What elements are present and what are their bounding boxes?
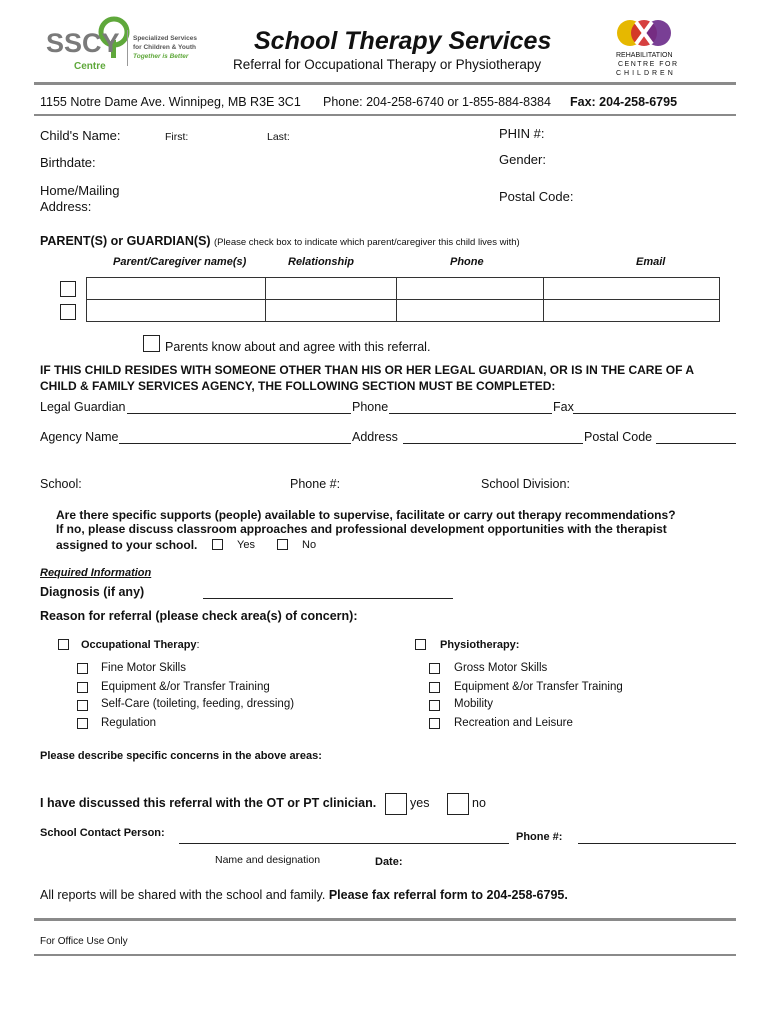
pt-item-mobility: Mobility <box>454 698 493 710</box>
name-designation-caption: Name and designation <box>215 854 321 866</box>
sscy-centre-label: Centre <box>74 61 106 72</box>
page-title: School Therapy Services <box>254 27 552 55</box>
rehab-line-3: CHILDREN <box>616 70 676 77</box>
address-label-1: Home/Mailing <box>40 183 120 198</box>
sscy-slogan: Together is Better <box>133 53 189 60</box>
birthdate-label: Birthdate: <box>40 155 96 170</box>
sscy-tagline-1: Specialized Services <box>133 35 197 42</box>
pt-item-gross-motor: Gross Motor Skills <box>454 662 548 674</box>
sscy-wordmark: SSCY <box>46 28 120 58</box>
agency-name-field[interactable] <box>119 443 351 444</box>
parents-heading-row <box>40 234 520 248</box>
discussed-label: I have discussed this referral with the OT or PT clinician. <box>40 796 377 810</box>
pt-checkbox[interactable] <box>415 639 426 650</box>
guardian-phone-label: Phone <box>352 400 389 414</box>
guardian-heading-2: CHILD & FAMILY SERVICES AGENCY, THE FOLLOWING SECTION MUST BE COMPLETED: <box>40 379 556 393</box>
col-email: Email <box>636 256 666 268</box>
concerns-label: Please describe specific concerns in the above areas: <box>40 750 322 762</box>
school-label: School: <box>40 477 82 491</box>
rehab-line-1: REHABILITATION <box>616 52 673 59</box>
school-phone-label: Phone #: <box>290 477 341 491</box>
table-row <box>87 278 720 300</box>
relationship-cell-2[interactable] <box>266 300 397 322</box>
contact-rule <box>34 114 736 116</box>
ot-item-regulation: Regulation <box>101 717 156 729</box>
contact-phone-field[interactable] <box>578 843 736 844</box>
agency-address-field[interactable] <box>403 443 583 444</box>
discussed-no-label: no <box>472 796 486 810</box>
agency-postal-field[interactable] <box>656 443 736 444</box>
postal-code-label: Postal Code: <box>499 189 574 204</box>
pt-recreation-checkbox[interactable] <box>429 718 440 729</box>
address-line: 1155 Notre Dame Ave. Winnipeg, MB R3E 3C1 <box>40 95 301 109</box>
parent-name-cell-1[interactable] <box>87 278 266 300</box>
footer-note-plain: All reports will be shared with the school and family. <box>40 888 326 902</box>
footer-note-bold: Please fax referral form to 204-258-6795. <box>328 888 568 902</box>
address-label-2: Address: <box>40 199 92 214</box>
col-phone: Phone <box>450 256 484 268</box>
phone-line: Phone: 204-258-6740 or 1-855-884-8384 <box>323 95 551 109</box>
agency-name-label: Agency Name <box>40 430 119 444</box>
school-contact-field[interactable] <box>179 843 509 844</box>
ot-label: Occupational Therapy <box>81 639 197 651</box>
diagnosis-label: Diagnosis (if any) <box>40 585 145 599</box>
sscy-logo <box>44 16 204 74</box>
ot-colon: : <box>196 639 200 651</box>
ot-item-fine-motor: Fine Motor Skills <box>101 662 186 674</box>
ot-heading <box>81 639 200 651</box>
phin-label: PHIN #: <box>499 126 545 141</box>
lives-with-checkbox-1[interactable] <box>60 281 76 297</box>
reason-label: Reason for referral (please check area(s) of concern): <box>40 609 358 623</box>
page-subtitle: Referral for Occupational Therapy or Physiotherapy <box>233 57 542 72</box>
last-name-label: Last: <box>267 131 290 143</box>
ot-checkbox[interactable] <box>58 639 69 650</box>
parents-agree-label: Parents know about and agree with this referral. <box>165 340 431 354</box>
discussed-no-checkbox[interactable] <box>447 793 469 815</box>
school-division-label: School Division: <box>481 477 570 491</box>
email-cell-2[interactable] <box>544 300 720 322</box>
diagnosis-field[interactable] <box>203 598 453 599</box>
guardian-heading-1: IF THIS CHILD RESIDES WITH SOMEONE OTHER THAN HIS OR HER LEGAL GUARDIAN, OR IS IN THE CARE OF A <box>40 363 695 377</box>
pt-item-recreation: Recreation and Leisure <box>454 717 573 729</box>
office-use-label: For Office Use Only <box>40 936 128 947</box>
agency-address-label: Address <box>352 430 398 444</box>
discussed-yes-checkbox[interactable] <box>385 793 407 815</box>
parents-note: (Please check box to indicate which parent/caregiver this child lives with) <box>213 237 520 248</box>
email-cell-1[interactable] <box>544 278 720 300</box>
ot-self-care-checkbox[interactable] <box>77 700 88 711</box>
guardian-phone-field[interactable] <box>389 413 552 414</box>
col-relationship: Relationship <box>288 256 355 268</box>
rehab-centre-logo <box>606 16 684 78</box>
supports-question-1: Are there specific supports (people) available to supervise, facilitate or carry out therapy recommendations? <box>56 508 676 522</box>
pt-label: Physiotherapy: <box>440 639 520 651</box>
header-rule <box>34 82 736 85</box>
agency-postal-label: Postal Code <box>584 430 653 444</box>
supports-yes-checkbox[interactable] <box>212 539 223 550</box>
ot-item-self-care: Self-Care (toileting, feeding, dressing) <box>101 698 295 710</box>
ot-item-equipment: Equipment &/or Transfer Training <box>101 681 270 693</box>
ot-fine-motor-checkbox[interactable] <box>77 663 88 674</box>
ot-regulation-checkbox[interactable] <box>77 718 88 729</box>
first-name-label: First: <box>165 131 189 143</box>
lives-with-checkbox-2[interactable] <box>60 304 76 320</box>
ot-equipment-checkbox[interactable] <box>77 682 88 693</box>
phone-cell-2[interactable] <box>397 300 544 322</box>
legal-guardian-field[interactable] <box>127 413 351 414</box>
relationship-cell-1[interactable] <box>266 278 397 300</box>
parents-agree-checkbox[interactable] <box>143 335 160 352</box>
parent-table <box>86 277 720 322</box>
table-row <box>87 300 720 322</box>
supports-yes-label: Yes <box>237 539 255 551</box>
rehab-line-2: CENTRE FOR <box>618 61 679 68</box>
fax-line: Fax: 204-258-6795 <box>570 95 678 109</box>
required-info-label: Required Information <box>40 567 152 579</box>
phone-cell-1[interactable] <box>397 278 544 300</box>
contact-phone-label: Phone #: <box>516 831 563 843</box>
parents-heading: PARENT(S) or GUARDIAN(S) <box>40 234 211 248</box>
supports-question-3: assigned to your school. <box>56 538 198 552</box>
pt-item-equipment: Equipment &/or Transfer Training <box>454 681 623 693</box>
pt-mobility-checkbox[interactable] <box>429 700 440 711</box>
school-contact-label: School Contact Person: <box>40 827 165 839</box>
gender-label: Gender: <box>499 152 546 167</box>
footer-note <box>40 888 568 902</box>
parent-name-cell-2[interactable] <box>87 300 266 322</box>
childs-name-label: Child's Name: <box>40 128 121 143</box>
supports-no-checkbox[interactable] <box>277 539 288 550</box>
date-label: Date: <box>375 856 403 868</box>
guardian-fax-field[interactable] <box>573 413 736 414</box>
legal-guardian-label: Legal Guardian <box>40 400 126 414</box>
guardian-fax-label: Fax <box>553 400 574 414</box>
pt-equipment-checkbox[interactable] <box>429 682 440 693</box>
supports-no-label: No <box>302 539 317 551</box>
sscy-tagline-2: for Children & Youth <box>133 44 196 51</box>
rehab-emblem-icon <box>616 16 672 50</box>
discussed-yes-label: yes <box>410 796 430 810</box>
bottom-rule <box>34 954 736 956</box>
supports-question-2: If no, please discuss classroom approaches and professional development opportunities with the therapist <box>56 522 667 536</box>
col-parent-name: Parent/Caregiver name(s) <box>113 256 247 268</box>
office-rule <box>34 918 736 921</box>
pt-gross-motor-checkbox[interactable] <box>429 663 440 674</box>
